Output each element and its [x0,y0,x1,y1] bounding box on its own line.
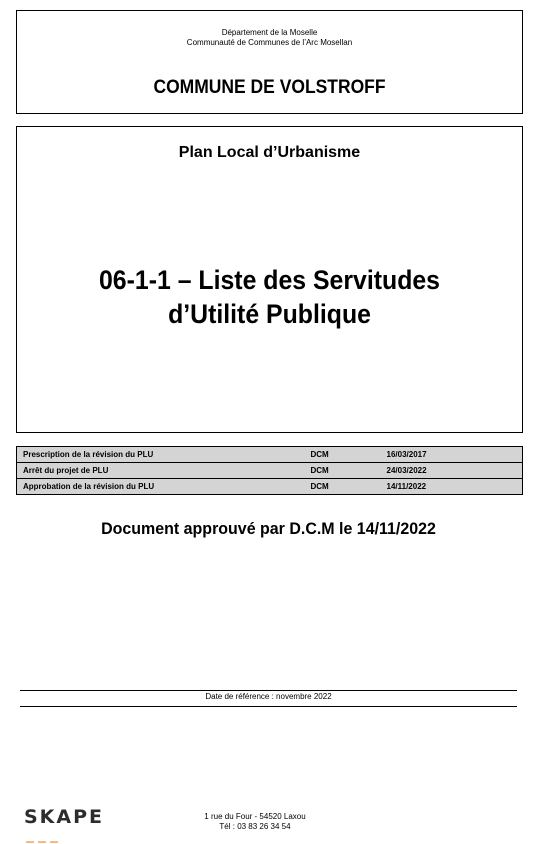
row-label: Prescription de la révision du PLU [17,447,305,463]
phone-line: Tél : 03 83 26 34 54 [219,822,291,831]
procedure-dates-table [16,446,523,495]
address-line: 1 rue du Four - 54520 Laxou [204,812,306,821]
approval-statement: Document approuvé par D.C.M le 14/11/2022 [101,519,436,538]
title-box [16,126,523,433]
document-title-line2: d’Utilité Publique [168,299,371,329]
row-date: 16/03/2017 [381,447,523,463]
row-type: DCM [305,463,381,479]
community-text: Communauté de Communes de l’Arc Mosellan [186,38,353,47]
row-type: DCM [305,479,381,495]
document-title-line1: 06-1-1 – Liste des Servitudes [98,265,441,295]
row-date: 14/11/2022 [381,479,523,495]
divider [20,706,517,707]
reference-date: Date de référence : novembre 2022 [205,692,332,701]
document-title [37,263,502,331]
plan-title: Plan Local d’Urbanisme [178,144,361,161]
header-box [16,10,523,114]
logo-accent [26,830,96,832]
table-row [17,463,523,479]
company-logo: SKAPE [24,806,105,828]
row-label: Approbation de la révision du PLU [17,479,305,495]
company-address [200,812,310,832]
row-type: DCM [305,447,381,463]
commune-title: COMMUNE DE VOLSTROFF [153,77,386,98]
table-row [17,479,523,495]
row-label: Arrêt du projet de PLU [17,463,305,479]
department-text: Département de la Moselle [221,28,318,37]
divider [20,690,517,691]
row-date: 24/03/2022 [381,463,523,479]
table-row [17,447,523,463]
